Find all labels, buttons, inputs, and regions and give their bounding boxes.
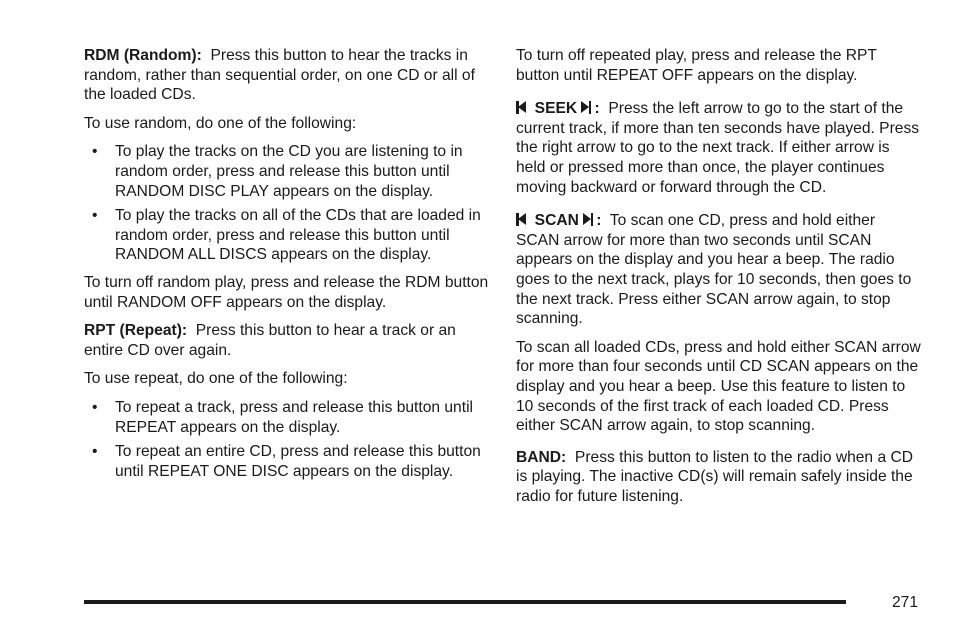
list-item-text: To play the tracks on all of the CDs that are loaded in random order, press and release this button until RANDOM ALL DISCS appears on the display.	[115, 207, 481, 264]
bullet-icon: •	[92, 398, 98, 416]
list-item-text: To play the tracks on the CD you are listening to in random order, press and release this button until RANDOM DISC PLAY appears on the display.	[115, 143, 463, 200]
list-item	[84, 398, 489, 437]
list-item-text: To repeat a track, press and release this button until REPEAT appears on the display.	[115, 398, 473, 436]
rdm-text: Press this button to hear the tracks in random, rather than sequential order, on one CD or all of the loaded CDs.	[84, 47, 475, 104]
list-item	[84, 442, 489, 481]
rpt-paragraph	[84, 321, 489, 360]
footer-rule	[84, 600, 846, 604]
list-item	[84, 142, 489, 201]
scan-colon: :	[596, 212, 602, 230]
bullet-icon: •	[92, 207, 98, 225]
band-paragraph	[516, 448, 921, 507]
rdm-bullet-list	[84, 142, 489, 265]
rpt-term: RPT (Repeat):	[84, 322, 188, 340]
seek-term: SEEK	[534, 100, 578, 118]
scan-paragraph	[516, 211, 921, 329]
left-column	[84, 46, 489, 489]
right-column	[516, 46, 921, 515]
scan-back-arrow-icon	[516, 213, 526, 226]
bullet-icon: •	[92, 443, 98, 461]
page-number: 271	[891, 594, 918, 611]
rdm-term: RDM (Random):	[84, 47, 202, 64]
seek-colon: :	[594, 100, 600, 118]
band-text: Press this button to listen to the radio when a CD is playing. The inactive CD(s) will remain safely inside the radio for future listening.	[516, 448, 913, 505]
bullet-icon: •	[92, 143, 98, 161]
seek-forward-arrow-icon	[581, 101, 591, 114]
rpt-intro: To use repeat, do one of the following:	[84, 370, 348, 388]
rpt-text: Press this button to hear a track or an entire CD over again.	[84, 322, 456, 359]
rpt-off-paragraph: To turn off repeated play, press and release the RPT button until REPEAT OFF appears on the display.	[516, 47, 877, 84]
seek-paragraph	[516, 99, 921, 197]
scan-all-paragraph: To scan all loaded CDs, press and hold either SCAN arrow for more than four seconds until CD SCAN appears on the display and you hear a beep. Use this feature to listen to 10 seconds of the first track of each loaded CD. Press either SCAN arrow again, to stop scanning.	[516, 338, 921, 435]
seek-text: Press the left arrow to go to the start of the current track, if more than ten seconds have played. Press the right arrow to go to the next track. If either arrow is held or pressed more than once, the player continues moving backward or forward through the CD.	[516, 100, 920, 196]
seek-back-arrow-icon	[516, 101, 526, 114]
band-term: BAND:	[516, 448, 567, 466]
rdm-off-paragraph: To turn off random play, press and release the RDM button until RANDOM OFF appears on the display.	[84, 273, 489, 311]
scan-text: To scan one CD, press and hold either SCAN arrow for more than two seconds until SCAN appears on the display and you hear a beep. The radio goes to the next track, plays for 10 seconds, then goes to the next track. Press either SCAN arrow again, to stop scanning.	[516, 212, 912, 328]
list-item-text: To repeat an entire CD, press and release this button until REPEAT ONE DISC appears on the display.	[115, 443, 481, 480]
scan-term: SCAN	[534, 212, 579, 230]
rdm-intro: To use random, do one of the following:	[84, 114, 357, 132]
rpt-bullet-list	[84, 398, 489, 481]
list-item	[84, 206, 489, 265]
rdm-paragraph	[84, 46, 489, 105]
scan-forward-arrow-icon	[583, 213, 593, 226]
